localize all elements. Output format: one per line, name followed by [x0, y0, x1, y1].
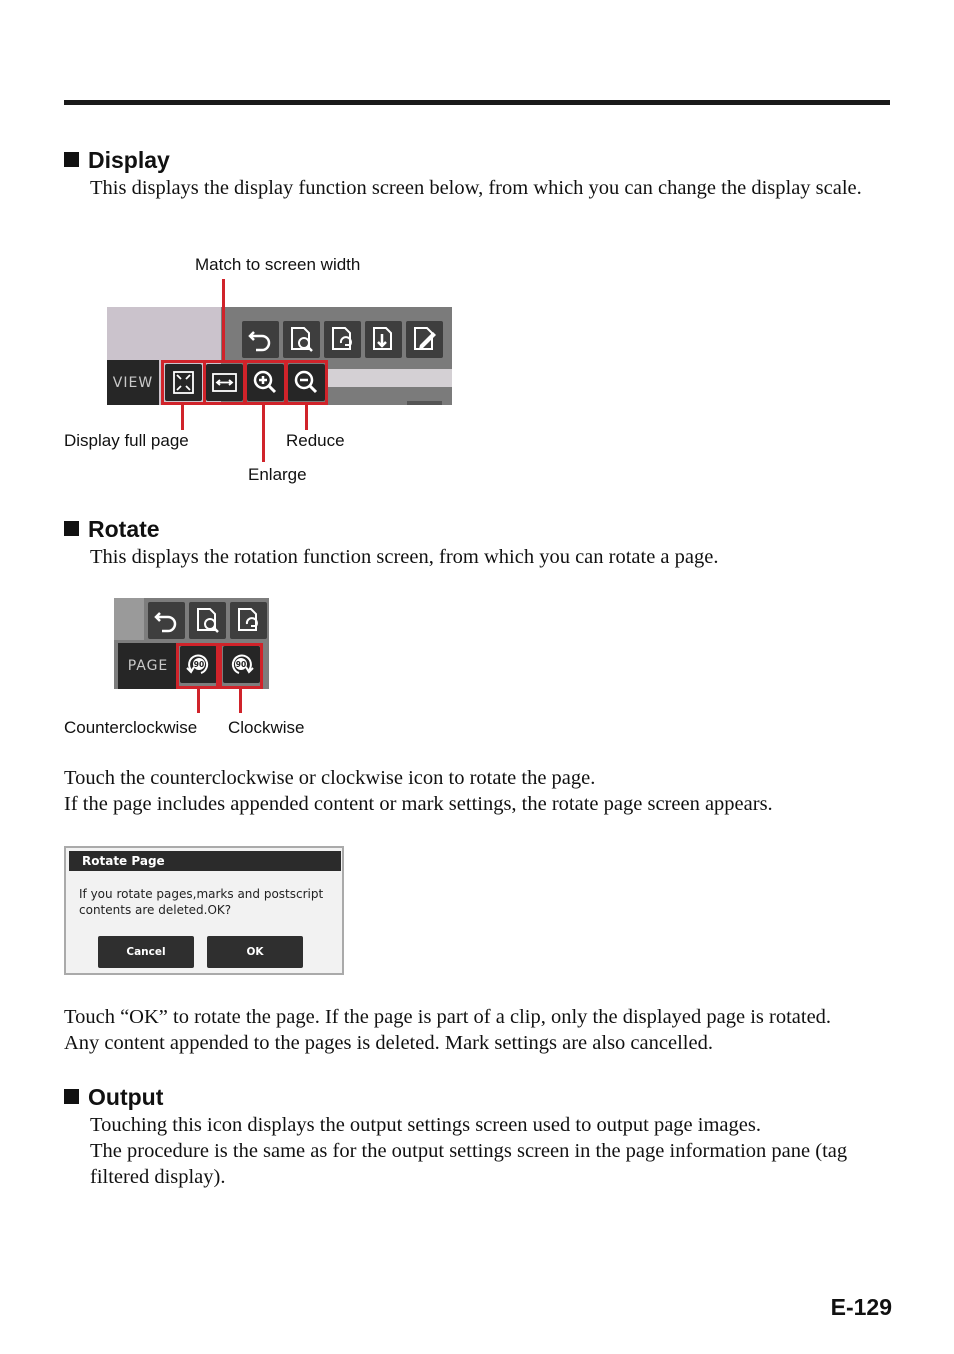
- dialog-title: Rotate Page: [69, 851, 341, 871]
- rotate-instruction-1: Touch the counterclockwise or clockwise icon to rotate the page.: [64, 767, 596, 789]
- rotate-page-dialog: [64, 846, 344, 975]
- highlight-ccw: [176, 643, 219, 689]
- rotate-heading-text: Rotate: [88, 516, 160, 542]
- highlight-full-page: [161, 360, 206, 405]
- page-rotate-icon: [324, 321, 361, 358]
- bullet-square-icon: [64, 1089, 79, 1104]
- highlight-fit-width: [203, 360, 246, 405]
- rotate-toolbar-screenshot: [114, 598, 269, 689]
- callout-reduce: Reduce: [286, 431, 345, 450]
- leader-ccw: [197, 689, 200, 713]
- page-rotate-icon: [230, 602, 267, 639]
- page-zoom-icon: [189, 602, 226, 639]
- rotate-instruction-2: If the page includes appended content or mark settings, the rotate page screen appears.: [64, 793, 773, 815]
- view-tab[interactable]: VIEW: [107, 360, 159, 405]
- output-function-button[interactable]: [365, 321, 402, 358]
- edit-function-button[interactable]: [406, 321, 443, 358]
- callout-match-width: Match to screen width: [195, 255, 361, 274]
- display-toolbar-screenshot: [107, 307, 452, 405]
- leader-enlarge: [262, 405, 265, 462]
- callout-counterclockwise: Counterclockwise: [64, 718, 198, 737]
- toolbar-strip: [325, 369, 452, 387]
- highlight-cw: [219, 643, 263, 689]
- output-body-2: The procedure is the same as for the output settings screen in the page information pane (tag filtered display).: [90, 1140, 848, 1188]
- output-heading-text: Output: [88, 1084, 164, 1110]
- callout-full-page: Display full page: [64, 431, 189, 450]
- ok-instruction-1: Touch “OK” to rotate the page. If the page is part of a clip, only the displayed page is rotated.: [64, 1006, 832, 1028]
- display-heading-text: Display: [88, 147, 170, 173]
- ok-button[interactable]: OK: [207, 936, 303, 968]
- display-function-button[interactable]: [283, 321, 320, 358]
- page-tab[interactable]: PAGE: [118, 643, 178, 689]
- bullet-square-icon: [64, 521, 79, 536]
- highlight-zoom-in: [244, 360, 287, 405]
- cancel-button[interactable]: Cancel: [98, 936, 194, 968]
- output-heading: [64, 1084, 163, 1110]
- display-body: This displays the display function screen below, from which you can change the display scale.: [90, 177, 862, 199]
- leader-cw: [239, 689, 242, 713]
- leader-full-page: [181, 405, 184, 430]
- dialog-message: If you rotate pages,marks and postscript contents are deleted.OK?: [79, 887, 324, 917]
- output-body-1: Touching this icon displays the output settings screen used to output page images.: [90, 1114, 761, 1136]
- page-zoom-icon: [283, 321, 320, 358]
- cw-badge: 90: [235, 660, 247, 669]
- page-number: E-129: [830, 1294, 892, 1320]
- toolbar-scroll-hint: [407, 401, 442, 405]
- bullet-square-icon: [64, 152, 79, 167]
- top-rule: [64, 100, 890, 105]
- undo-button[interactable]: [148, 602, 185, 639]
- leader-match-width: [222, 279, 225, 360]
- leader-reduce: [305, 405, 308, 430]
- undo-button[interactable]: [242, 321, 279, 358]
- callout-clockwise: Clockwise: [228, 718, 305, 737]
- rotate-heading: [64, 516, 160, 542]
- rotate-toolbar-left-strip: [114, 598, 144, 640]
- undo-icon: [148, 602, 185, 639]
- rotate-function-button[interactable]: [324, 321, 361, 358]
- ok-instruction-2: Any content appended to the pages is deleted. Mark settings are also cancelled.: [64, 1032, 713, 1054]
- undo-icon: [242, 321, 279, 358]
- display-heading: [64, 147, 170, 173]
- callout-enlarge: Enlarge: [248, 465, 307, 484]
- rotate-function-button[interactable]: [230, 602, 267, 639]
- ccw-badge: 90: [193, 660, 205, 669]
- page-output-icon: [365, 321, 402, 358]
- rotate-body: This displays the rotation function screen, from which you can rotate a page.: [90, 546, 719, 568]
- page-edit-icon: [406, 321, 443, 358]
- display-function-button[interactable]: [189, 602, 226, 639]
- highlight-zoom-out: [285, 360, 328, 405]
